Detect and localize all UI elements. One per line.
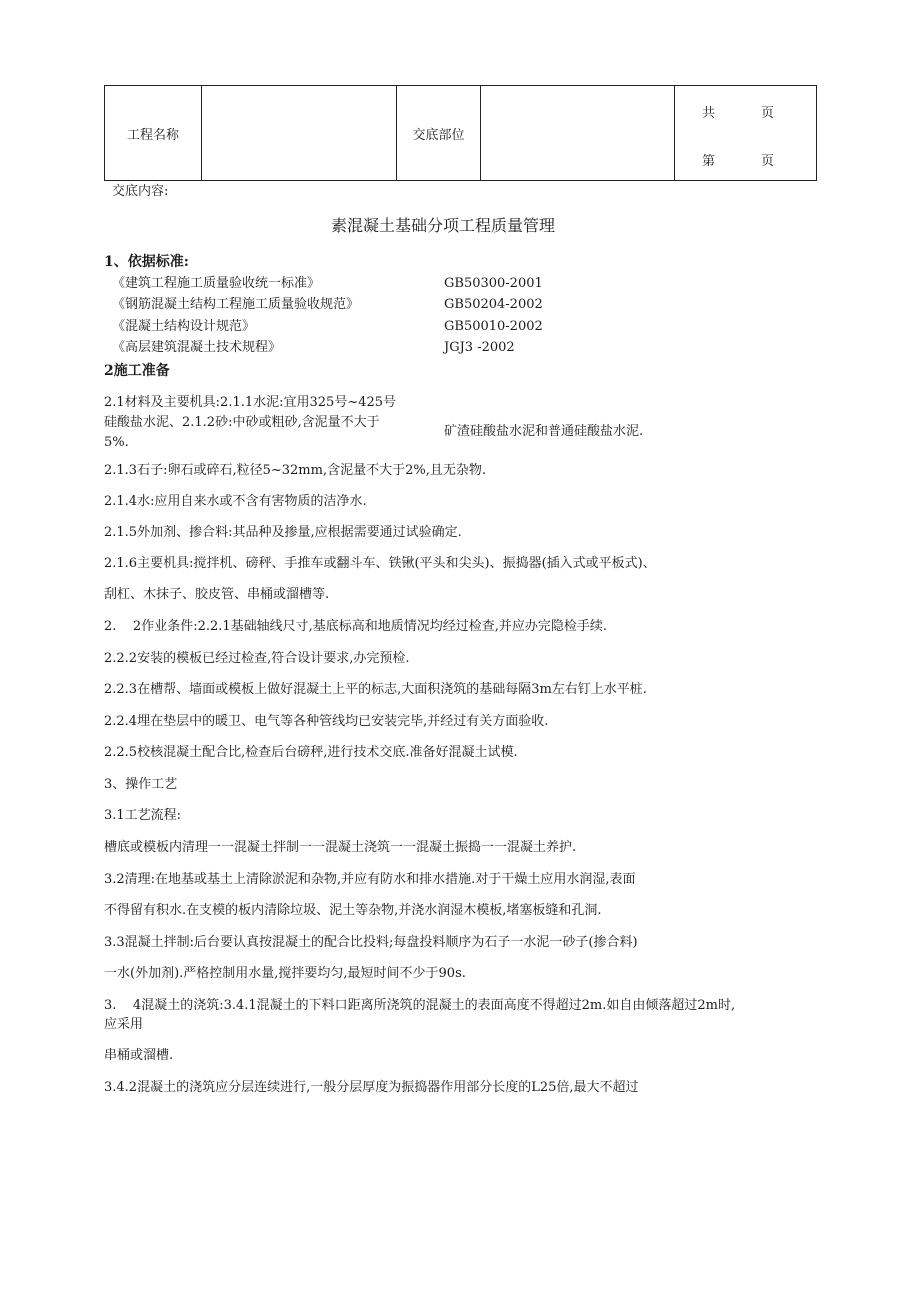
para-3-4-line3: 串桶或溜槽.: [104, 1048, 174, 1063]
pages-unit-label: 页: [761, 106, 775, 121]
process-flow: 槽底或模板内清理一一混凝土拌制一一混凝土浇筑一一混凝土振捣一一混凝土养护.: [104, 840, 577, 855]
para-2-1-5: 2.1.5外加剂、掺合料:其品种及掺量,应根据需要通过试验确定.: [104, 525, 462, 540]
para-3-4-line2: 应采用: [104, 1017, 144, 1032]
standard-code: GB50010-2002: [444, 319, 543, 334]
standard-name: 《钢筋混凝土结构工程施工质量验收规范》: [112, 297, 360, 312]
para-3-2-line1: 3.2清理:在地基或基土上清除淤泥和杂物,并应有防水和排水措施.对于干燥土应用水润湿,表面: [104, 872, 636, 887]
para-2-2-3: 2.2.3在槽帮、墙面或模板上做好混凝土上平的标志,大面积浇筑的基础每隔3m左右钉上水平桩.: [104, 682, 647, 697]
para-2-1-6-line1: 2.1.6主要机具:搅拌机、磅秤、手推车或翻斗车、铁锹(平头和尖头)、振捣器(插入式或平板式)、: [104, 556, 656, 571]
para-2-2-5: 2.2.5校核混凝土配合比,检查后台磅秤,进行技术交底.准备好混凝土试模.: [104, 745, 518, 760]
para-3-4-2: 3.4.2混凝土的浇筑应分层连续进行,一般分层厚度为振捣器作用部分长度的L25倍,最大不超过: [104, 1080, 639, 1095]
standard-code: GB50204-2002: [444, 297, 543, 312]
para-2-1-4: 2.1.4水:应用自来水或不含有害物质的洁净水.: [104, 494, 367, 509]
para-3-2-line2: 不得留有积水.在支模的板内清除垃圾、泥土等杂物,并浇水润湿木模板,堵塞板缝和孔洞.: [104, 903, 602, 918]
para-2-1-1-right: 矿渣硅酸盐水泥和普通硅酸盐水泥.: [444, 424, 644, 439]
para-2-1-6-line2: 刮杠、木抹子、胶皮管、串桶或溜槽等.: [104, 587, 330, 602]
standard-name: 《高层建筑混凝土技术规程》: [112, 340, 282, 355]
page-count-cell: [675, 86, 817, 181]
para-3-3-line2: 一水(外加剂).严格控制用水量,搅拌要均匀,最短时间不少于90s.: [104, 966, 466, 981]
current-page-unit-label: 页: [761, 154, 775, 169]
para-2-1-1-line2: 硅酸盐水泥、2.1.2砂:中砂或粗砂,含泥量不大于: [104, 415, 380, 430]
para-3-1: 3.1工艺流程:: [104, 808, 182, 823]
content-label: 交底内容:: [112, 184, 169, 199]
standard-code: JGJ3 -2002: [444, 340, 515, 355]
para-2-2-2: 2.2.2安装的模板已经过检查,符合设计要求,办完预检.: [104, 651, 410, 666]
section1-heading: 1、依据标准:: [104, 254, 189, 270]
para-2-2: 2. 2作业条件:2.2.1基础轴线尺寸,基底标高和地质情况均经过检查,并应办完隐检手续.: [104, 619, 608, 634]
para-3-4-line1: 3. 4混凝土的浇筑:3.4.1混凝土的下料口距离所浇筑的混凝土的表面高度不得超过2m.如自由倾落超过2m时,: [104, 998, 736, 1013]
standard-name: 《混凝土结构设计规范》: [112, 319, 256, 334]
para-2-2-4: 2.2.4埋在垫层中的暖卫、电气等各种管线均已安装完毕,并经过有关方面验收.: [104, 714, 549, 729]
para-2-1-1-line3: 5%.: [104, 435, 129, 450]
project-name-label: 工程名称: [105, 86, 202, 181]
doc-title: 素混凝土基础分项工程质量管理: [331, 216, 556, 235]
location-label: 交底部位: [397, 86, 481, 181]
total-pages-label: 共: [702, 106, 716, 121]
location-field[interactable]: [481, 86, 675, 181]
para-2-1-3: 2.1.3石子:卵石或碎石,粒径5~32mm,含泥量不大于2%,且无杂物.: [104, 463, 486, 478]
current-page-label: 第: [702, 154, 716, 169]
section3-heading: 3、操作工艺: [104, 777, 178, 792]
para-2-1-1-line1: 2.1材料及主要机具:2.1.1水泥:宜用325号~425号: [104, 395, 397, 410]
project-name-field[interactable]: [202, 86, 397, 181]
section2-heading: 2施工准备: [104, 363, 170, 379]
standard-name: 《建筑工程施工质量验收统一标准》: [112, 276, 321, 291]
para-3-3-line1: 3.3混凝土拌制:后台要认真按混凝土的配合比投料;每盘投料顺序为石子一水泥一砂子(掺合料): [104, 935, 638, 950]
header-table: [104, 85, 817, 181]
standard-code: GB50300-2001: [444, 276, 543, 291]
